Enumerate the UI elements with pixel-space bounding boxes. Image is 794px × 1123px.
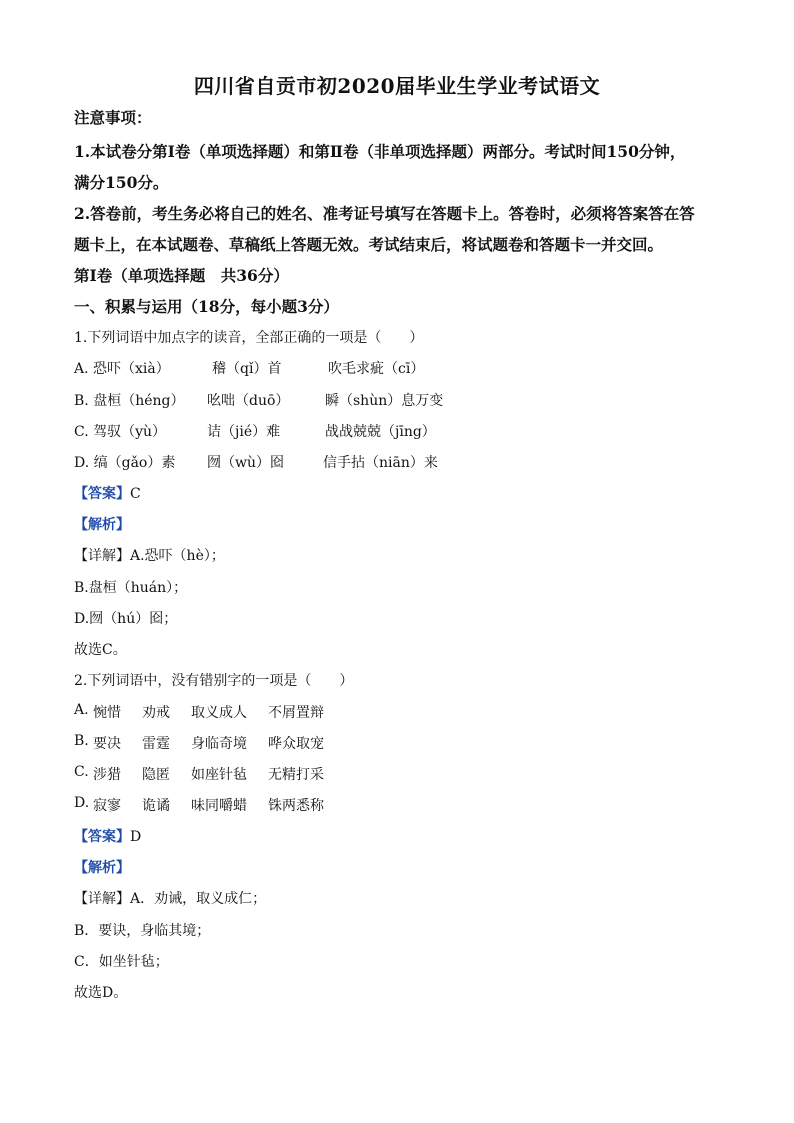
q1-option-a-part2: 稽（qǐ）首	[212, 361, 282, 377]
detail-tag: 【详解】	[74, 548, 130, 564]
q1-detail-first: A.恐吓（hè）；	[130, 548, 225, 564]
q1-option-a-part1: A. 恐吓（xià）	[74, 361, 170, 377]
q2-option-a-word1: 惋惜	[93, 705, 121, 721]
detail-tag: 【详解】	[74, 891, 130, 907]
q2-answer-value: D	[130, 829, 142, 845]
analysis-tag: 【解析】	[74, 517, 130, 533]
q2-option-d-letter: D.	[74, 795, 90, 811]
q2-analysis-tag	[74, 857, 130, 877]
q2-detail-line-1	[74, 888, 266, 908]
q1-option-d-part3: 信手拈（niān）来	[323, 455, 438, 471]
q1-option-b-part3: 瞬（shùn）息万变	[325, 393, 444, 409]
q1-detail-line-1	[74, 545, 225, 565]
q2-option-d-word3: 味同嚼蜡	[191, 798, 247, 814]
q2-option-b-word2: 雷霆	[142, 736, 170, 752]
q1-option-c-part1: C. 驾驭（yù）	[74, 424, 167, 440]
notice-item2-line1: 2.答卷前，考生务必将自己的姓名、准考证号填写在答题卡上。答卷时，必须将答案答在答	[74, 204, 695, 223]
answer-tag: 【答案】	[74, 486, 130, 502]
notice-item1-line2: 满分150分。	[74, 173, 169, 192]
q2-option-c-word3: 如座针毡	[191, 767, 247, 783]
answer-tag: 【答案】	[74, 829, 130, 845]
q1-answer-value: C	[130, 486, 141, 502]
q2-option-c-word1: 涉猎	[93, 767, 121, 783]
q1-detail-line-2: B.盘桓（huán）；	[74, 580, 188, 596]
q2-option-b-letter: B.	[74, 733, 89, 749]
q1-analysis-tag	[74, 514, 130, 534]
q2-detail-line-3: C．如坐针毡；	[74, 954, 169, 970]
q2-option-a-word3: 取义成人	[191, 705, 247, 721]
q2-option-b-word3: 身临奇境	[191, 736, 247, 752]
part1-heading: 第Ⅰ卷（单项选择题 共36分）	[74, 266, 289, 285]
q2-option-a-word4: 不屑置辩	[268, 705, 324, 721]
page-title: 四川省自贡市初2020届毕业生学业考试语文	[193, 74, 601, 98]
q2-option-a-letter: A.	[74, 702, 89, 718]
q2-detail-line-4: 故选D。	[74, 985, 128, 1001]
q1-option-b-part1: B. 盘桓（héng）	[74, 393, 185, 409]
q1-option-c-part2: 诘（jié）难	[207, 424, 281, 440]
q2-answer-line	[74, 826, 141, 846]
q2-option-d-word1: 寂寥	[93, 798, 121, 814]
q2-detail-first: A．劝诫，取义成仁；	[130, 891, 267, 907]
q1-option-c-part3: 战战兢兢（jīng）	[325, 424, 436, 440]
notice-item1-line1: 1.本试卷分第Ⅰ卷（单项选择题）和第Ⅱ卷（非单项选择题）两部分。考试时间150分钟，	[74, 142, 686, 161]
notice-item2-line2: 题卡上，在本试题卷、草稿纸上答题无效。考试结束后，将试题卷和答题卡一并交回。	[74, 235, 664, 254]
section1-heading: 一、积累与运用（18分，每小题3分）	[74, 297, 339, 316]
q2-option-a-word2: 劝戒	[142, 705, 170, 721]
q2-detail-line-2: B．要诀，身临其境；	[74, 923, 211, 939]
q1-detail-line-3: D.囫（hú）囵；	[74, 611, 178, 627]
q1-option-a-part3: 吹毛求疵（cī）	[328, 361, 425, 377]
q2-option-c-word2: 隐匿	[142, 767, 170, 783]
q1-detail-line-4: 故选C。	[74, 642, 127, 658]
q1-stem: 1.下列词语中加点字的读音，全部正确的一项是（ ）	[74, 330, 424, 346]
notice-heading: 注意事项：	[74, 108, 152, 127]
q1-answer-line	[74, 483, 141, 503]
q2-option-b-word1: 要决	[93, 736, 121, 752]
q1-option-b-part2: 吆咄（duō）	[207, 393, 290, 409]
q2-option-c-word4: 无精打采	[268, 767, 324, 783]
analysis-tag: 【解析】	[74, 860, 130, 876]
q1-option-d-part2: 囫（wù）囵	[207, 455, 284, 471]
q1-option-d-part1: D. 缟（gǎo）素	[74, 455, 176, 471]
q2-stem: 2.下列词语中，没有错别字的一项是（ ）	[74, 673, 354, 689]
q2-option-d-word4: 铢两悉称	[268, 798, 324, 814]
q2-option-b-word4: 哗众取宠	[268, 736, 324, 752]
q2-option-c-letter: C.	[74, 764, 89, 780]
q2-option-d-word2: 诡谲	[142, 798, 170, 814]
